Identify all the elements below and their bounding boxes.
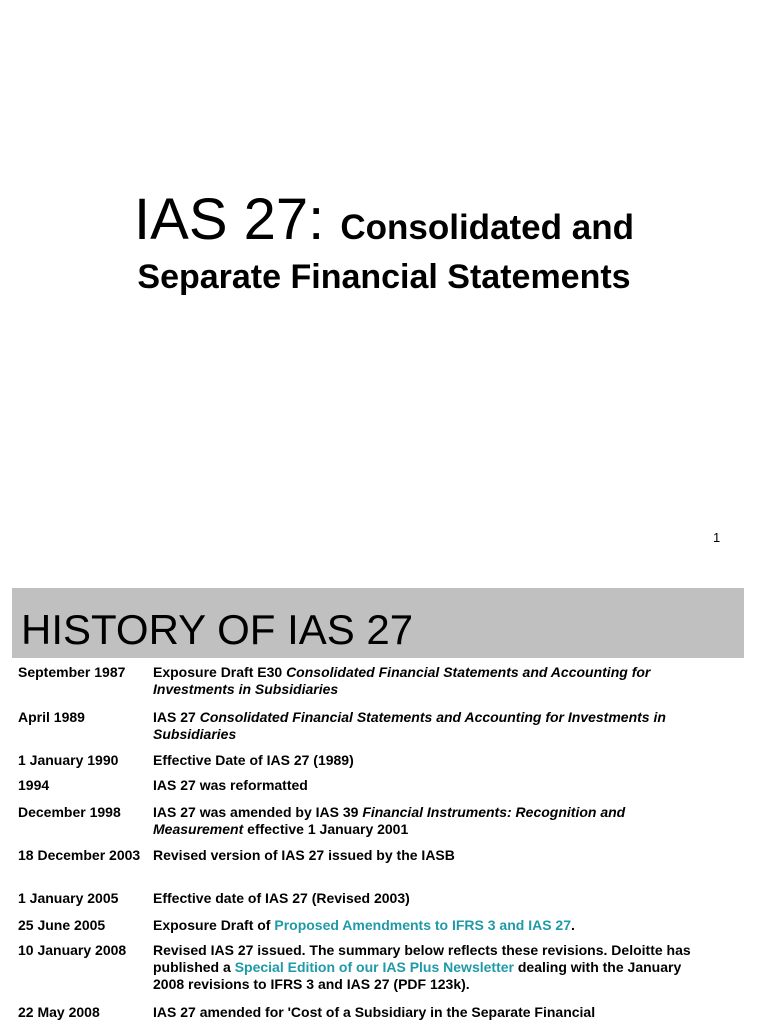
row-italic-title: Consolidated Financial Statements and Accounting for Investments in Subsidiaries bbox=[153, 709, 666, 742]
row-description bbox=[153, 942, 713, 993]
row-text: IAS 27 was amended by IAS 39 bbox=[153, 804, 363, 820]
row-date: 25 June 2005 bbox=[18, 917, 106, 933]
row-date: September 1987 bbox=[18, 664, 126, 680]
row-text: IAS 27 amended for 'Cost of a Subsidiary in the Separate Financial bbox=[153, 1004, 596, 1020]
row-date: April 1989 bbox=[18, 709, 85, 725]
row-text: IAS 27 bbox=[153, 709, 200, 725]
row-description bbox=[153, 752, 713, 769]
row-italic-title: Consolidated Financial Statements and Accounting for Investments in Subsidiaries bbox=[153, 664, 651, 697]
row-date: 1994 bbox=[18, 777, 50, 793]
row-italic-title: Financial Instruments: Recognition and Measurement bbox=[153, 804, 626, 837]
row-date: 10 January 2008 bbox=[18, 942, 127, 958]
row-date: 18 December 2003 bbox=[18, 847, 141, 863]
row-description bbox=[153, 1004, 713, 1021]
row-description bbox=[153, 777, 713, 794]
row-description bbox=[153, 917, 713, 934]
page-number: 1 bbox=[713, 530, 721, 545]
title-rest: Consolidated and bbox=[340, 208, 634, 247]
proposed-amendments-link[interactable]: Proposed Amendments to IFRS 3 and IAS 27 bbox=[274, 917, 572, 933]
row-text: Effective date of IAS 27 (Revised 2003) bbox=[153, 890, 410, 906]
title-prefix: IAS 27: bbox=[134, 187, 341, 252]
row-text: IAS 27 was reformatted bbox=[153, 777, 308, 793]
row-date: December 1998 bbox=[18, 804, 121, 820]
row-date: 1 January 2005 bbox=[18, 890, 119, 906]
row-text: Effective Date of IAS 27 (1989) bbox=[153, 752, 354, 768]
row-text: Revised version of IAS 27 issued by the IASB bbox=[153, 847, 455, 863]
row-description bbox=[153, 804, 713, 838]
slide-title-line-2: Separate Financial Statements bbox=[137, 258, 631, 296]
row-date: 1 January 1990 bbox=[18, 752, 119, 768]
row-description bbox=[153, 847, 713, 864]
row-text-suffix: effective 1 January 2001 bbox=[243, 821, 409, 837]
row-date: 22 May 2008 bbox=[18, 1004, 100, 1020]
row-text: Revised IAS 27 issued. The summary below reflects these revisions. Deloitte has published a bbox=[153, 942, 691, 975]
row-text-suffix: dealing with the January 2008 revisions to IFRS 3 and IAS 27 (PDF 123k). bbox=[153, 959, 682, 992]
row-description bbox=[153, 890, 713, 907]
row-text-suffix: . bbox=[571, 917, 575, 933]
row-text: Exposure Draft E30 bbox=[153, 664, 287, 680]
history-title: HISTORY OF IAS 27 bbox=[21, 606, 414, 653]
row-description bbox=[153, 664, 713, 698]
row-description bbox=[153, 709, 713, 743]
newsletter-link[interactable]: Special Edition of our IAS Plus Newsletter bbox=[234, 959, 514, 975]
row-text: Exposure Draft of bbox=[153, 917, 275, 933]
